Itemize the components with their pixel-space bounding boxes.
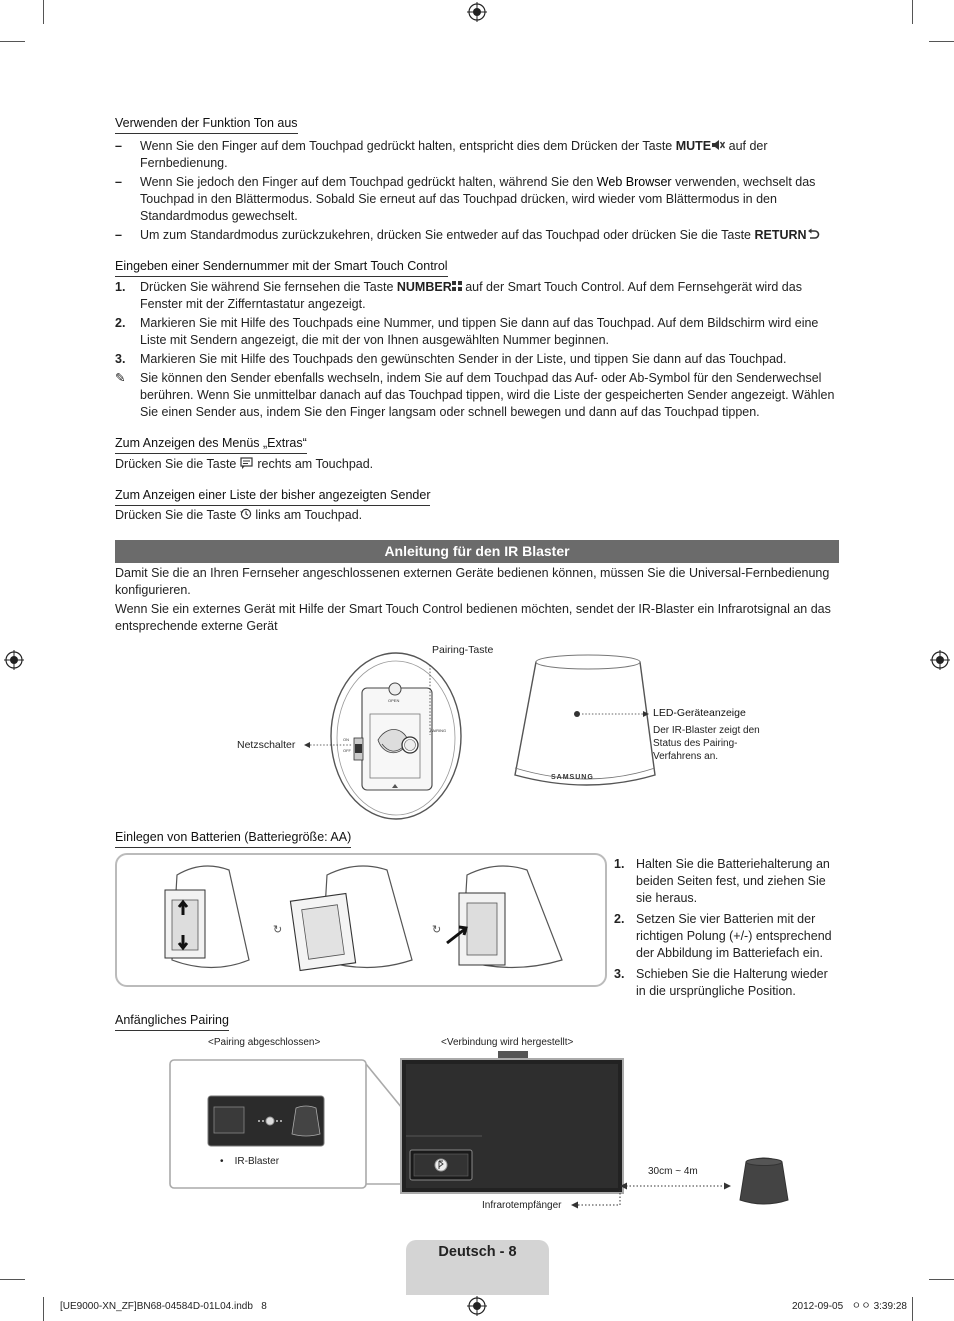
channel-step-2: 2. Markieren Sie mit Hilfe des Touchpads eine Nummer, und tippen Sie dann auf das Touchpad. Auf dem Bildschirm wird eine Liste mit Sendern angezeigt, die mit der von Ihnen ausgewählten Nummer beginnen. (115, 316, 819, 347)
footer-file: [UE9000-XN_ZF]BN68-04584D-01L04.indb 8 (60, 1301, 267, 1312)
power-switch-label: Netzschalter (237, 739, 296, 751)
page-number: Deutsch - 8 (438, 1244, 517, 1260)
channel-section-title: Eingeben einer Sendernummer mit der Smart Touch Control (115, 258, 448, 277)
open-label: OPEN (388, 698, 400, 703)
registration-mark-left (4, 650, 24, 670)
ir-blaster-heading: Anleitung für den IR Blaster (115, 540, 839, 563)
svg-text:↻: ↻ (432, 923, 442, 936)
history-clock-icon (240, 508, 252, 520)
pairing-connecting-caption: <Verbindung wird hergestellt> (441, 1037, 574, 1048)
list-marker: 3. (614, 967, 625, 981)
mute-key-label: MUTE (675, 139, 712, 153)
note-pencil-icon: ✎ (115, 371, 126, 385)
list-marker: 2. (614, 912, 625, 926)
extras-text: Drücken Sie die Taste rechts am Touchpad. (115, 457, 374, 471)
list-marker: – (115, 139, 122, 153)
registration-mark-top (467, 2, 487, 22)
samsung-brand: SAMSUNG (551, 774, 594, 781)
battery-step-2-image (290, 866, 412, 971)
number-key-label: NUMBER (396, 280, 452, 294)
mute-item-3: – Um zum Standardmodus zurückzukehren, drücken Sie entweder auf das Touchpad oder drücken Sie die Taste RETURN (115, 227, 840, 244)
channel-step-3: 3. Markieren Sie mit Hilfe des Touchpads den gewünschten Sender in der Liste, und tippen Sie dann auf das Touchpad. (115, 352, 787, 366)
on-label: ON (343, 737, 349, 742)
pairing-diagram (168, 1050, 798, 1215)
ir-blaster-bullet: • IR-Blaster (220, 1156, 280, 1167)
receiver-label: Infrarotempfänger (482, 1200, 562, 1211)
mute-speaker-icon (711, 139, 725, 151)
list-marker: 1. (614, 857, 625, 871)
pairing-button-label: Pairing-Taste (432, 644, 494, 656)
distance-label: 30cm ~ 4m (648, 1166, 698, 1177)
return-arrow-icon (807, 228, 820, 240)
ir-blaster-para-1: Damit Sie die an Ihren Fernseher angeschlossenen externen Geräte bedienen können, müssen Sie die Universal-Fernbedienung konfigurieren. (115, 566, 830, 597)
extras-menu-icon (240, 457, 254, 470)
registration-mark-bottom (467, 1296, 487, 1316)
svg-text:↻: ↻ (273, 923, 283, 936)
off-label: OFF (343, 748, 351, 753)
list-marker: 2. (115, 316, 126, 330)
web-browser-label: Web Browser (596, 175, 672, 189)
pairing-section-title: Anfängliches Pairing (115, 1012, 229, 1031)
return-key-label: RETURN (754, 228, 807, 242)
battery-step-2: 2. Setzen Sie vier Batterien mit der richtigen Polung (+/-) entsprechend der Abbildung im Batteriefach ein. (614, 912, 832, 960)
battery-step-1-image (165, 866, 249, 968)
mute-item-1: – Wenn Sie den Finger auf dem Touchpad gedrückt halten, entspricht dies dem Drücken der Taste MUTE auf der Fernbedienung. (115, 139, 768, 170)
battery-step-1: 1. Halten Sie die Batteriehalterung an beiden Seiten fest, und ziehen Sie sie heraus. (614, 857, 830, 905)
mute-item-2: – Wenn Sie jedoch den Finger auf dem Touchpad gedrückt halten, während Sie den Web Browser verwenden, wechselt das Touchpad in den Blättermodus. Sobald Sie erneut auf das Touchpad drücken, wird wieder vom Blättermodus in den Standardmodus gewechselt. (115, 175, 816, 223)
registration-mark-right (930, 650, 950, 670)
batteries-section-title: Einlegen von Batterien (Batteriegröße: AA) (115, 829, 351, 848)
history-text: Drücken Sie die Taste links am Touchpad. (115, 508, 363, 522)
battery-step-3: 3. Schieben Sie die Halterung wieder in die ursprüngliche Position. (614, 967, 828, 998)
extras-section-title: Zum Anzeigen des Menüs „Extras“ (115, 435, 307, 454)
battery-step-3-image (447, 866, 562, 968)
footer-timestamp: 2012-09-05 ㅇㅇ 3:39:28 (792, 1301, 907, 1312)
battery-steps-illustration (117, 855, 605, 985)
mute-section-title: Verwenden der Funktion Ton aus (115, 115, 298, 134)
list-marker: 1. (115, 280, 126, 294)
history-section-title: Zum Anzeigen einer Liste der bisher angezeigten Sender (115, 487, 430, 506)
number-grid-icon (452, 281, 462, 291)
list-marker: – (115, 228, 122, 242)
pairing-small-label: PAIRING (430, 728, 447, 733)
list-marker: 3. (115, 352, 126, 366)
led-indicator-label: LED-Geräteanzeige (653, 707, 746, 719)
list-marker: – (115, 175, 122, 189)
battery-illustration-box (115, 853, 607, 987)
pairing-done-caption: <Pairing abgeschlossen> (208, 1037, 321, 1048)
ir-blaster-para-2: Wenn Sie ein externes Gerät mit Hilfe der Smart Touch Control bedienen möchten, sendet der IR-Blaster ein Infrarotsignal an das entsprechende externe Gerät (115, 602, 831, 633)
channel-step-1: 1. Drücken Sie während Sie fernsehen die Taste NUMBER auf der Smart Touch Control. Auf dem Fernsehgerät wird das Fenster mit der Zifferntastatur angezeigt. (115, 280, 802, 311)
led-description: Der IR-Blaster zeigt den Status des Pairing-Verfahrens an. (653, 725, 760, 762)
channel-note: ✎ Sie können den Sender ebenfalls wechseln, indem Sie auf dem Touchpad das Auf- oder Ab-Symbol für den Senderwechsel berühren. Wenn Sie unmittelbar danach auf das Touchpad tippen, wird die Liste der gespeicherten Sender angezeigt. Wählen Sie einen Sender aus, indem Sie den Finger langsam oder schnell bewegen und dann auf das Touchpad tippen. (115, 371, 835, 419)
